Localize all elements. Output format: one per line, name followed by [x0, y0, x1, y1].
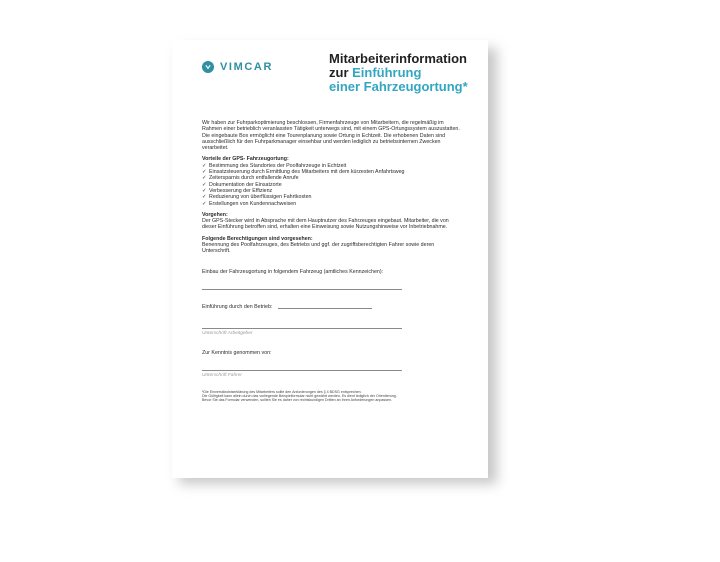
benefits-section — [202, 156, 460, 206]
vehicle-label: Einbau der Fahrzeugortung in folgendem Fahrzeug (amtliches Kennzeichen): — [202, 268, 384, 275]
vimcar-logo — [202, 61, 273, 73]
title-accent: Einführung — [352, 65, 422, 80]
title-line-3: einer Fahrzeugortung* — [329, 79, 468, 94]
intro-paragraph: Wir haben zur Fuhrparkoptimierung beschlossen, Firmenfahrzeuge von Mitarbeitern, die regelmäßig im Rahmen einer betrieblich veranlassten Tätigkeit unterwegs sind, mit einem GPS-Ortungssystem auszustatten. Die eingebaute Box ermöglicht eine Tourenplanung sowie Ortung in Echtzeit. Die erhobenen Daten sind ausschließlich für den Fuhrparkmanager einsehbar und werden lediglich zu betriebsinternen Zwecken verarbeitet. — [202, 120, 460, 152]
check-icon: ✓ — [202, 162, 207, 169]
footnote-line-2: Die Gültigkeit kann allein durch das vorliegende Beispielformular nicht gewährt werden. Es dient lediglich der Orientierung. — [202, 394, 397, 399]
company-field[interactable] — [278, 308, 372, 309]
procedure-text: Der GPS-Stecker wird in Absprache mit dem Hauptnutzer des Fahrzeuges eingebaut. Mitarbeiter, die von dieser Einführung betroffen sind, erhalten eine Einweisung sowie Nutzungshinweise vor Inbetriebnahme. — [202, 218, 449, 231]
list-item-text: Bestimmung des Standortes der Poolfahrzeuge in Echtzeit — [209, 162, 347, 169]
permissions-section — [202, 236, 460, 255]
permissions-text: Benennung des Poolfahrzeuges, des Betriebs und ggf. der zugriffsberechtigten Fahrer sowie deren Unterschrift. — [202, 242, 435, 255]
benefits-list — [202, 163, 460, 207]
permissions-title: Folgende Berechtigungen sind vorgesehen: — [202, 235, 313, 242]
logo-text: VIMCAR — [220, 61, 273, 73]
list-item-text: Dokumentation der Einsatzorte — [209, 181, 282, 188]
check-icon: ✓ — [202, 194, 207, 201]
list-item-text: Erstellungen von Kundennachweisen — [209, 200, 297, 207]
check-icon: ✓ — [202, 187, 207, 194]
check-icon: ✓ — [202, 200, 207, 207]
procedure-title: Vorgehen: — [202, 211, 228, 218]
list-item-text: Reduzierung von überflüssigen Fahrtkosten — [209, 194, 312, 201]
title-prefix: zur — [329, 65, 353, 80]
document-page — [172, 40, 488, 478]
document-title — [329, 52, 469, 94]
vimcar-shield-icon — [202, 61, 214, 73]
footnote-line-3: Bevor Sie das Formular verwenden, sollten Sie es daher von rechtskundigen Dritten an Ihren Anforderungen anpassen. — [202, 398, 392, 403]
check-icon: ✓ — [202, 175, 207, 182]
footnote — [202, 390, 460, 403]
list-item-text: Zeitersparnis durch entfallende Anrufe — [209, 175, 299, 182]
check-icon: ✓ — [202, 181, 207, 188]
procedure-section — [202, 212, 460, 231]
list-item-text: Einsatzsteuerung durch Ermittlung des Mitarbeiters mit dem kürzesten Anfahrtsweg — [209, 169, 405, 176]
driver-signature-line[interactable] — [202, 370, 402, 371]
company-field-row — [202, 304, 460, 310]
document-header — [202, 50, 468, 120]
driver-signature-caption: Unterschrift Fahrer — [202, 372, 242, 378]
check-icon: ✓ — [202, 169, 207, 176]
vehicle-plate-field[interactable] — [202, 289, 402, 290]
company-label: Einführung durch den Betrieb: — [202, 303, 273, 310]
list-item-text: Verbesserung der Effizienz — [209, 187, 273, 194]
benefits-title: Vorteile der GPS- Fahrzeugortung: — [202, 156, 289, 163]
employer-signature-line[interactable] — [202, 328, 402, 329]
employer-signature-caption: Unterschrift Arbeitgeber — [202, 330, 253, 336]
acknowledged-label: Zur Kenntnis genommen von: — [202, 349, 272, 356]
list-item — [202, 201, 460, 207]
title-line-2 — [329, 66, 469, 80]
title-line-1: Mitarbeiterinformation — [329, 51, 467, 66]
footnote-line-1: *Die Einverständniserklärung des Mitarbeiters sollte den Anforderungen des § 4 BDSG entsprechen. — [202, 389, 362, 394]
